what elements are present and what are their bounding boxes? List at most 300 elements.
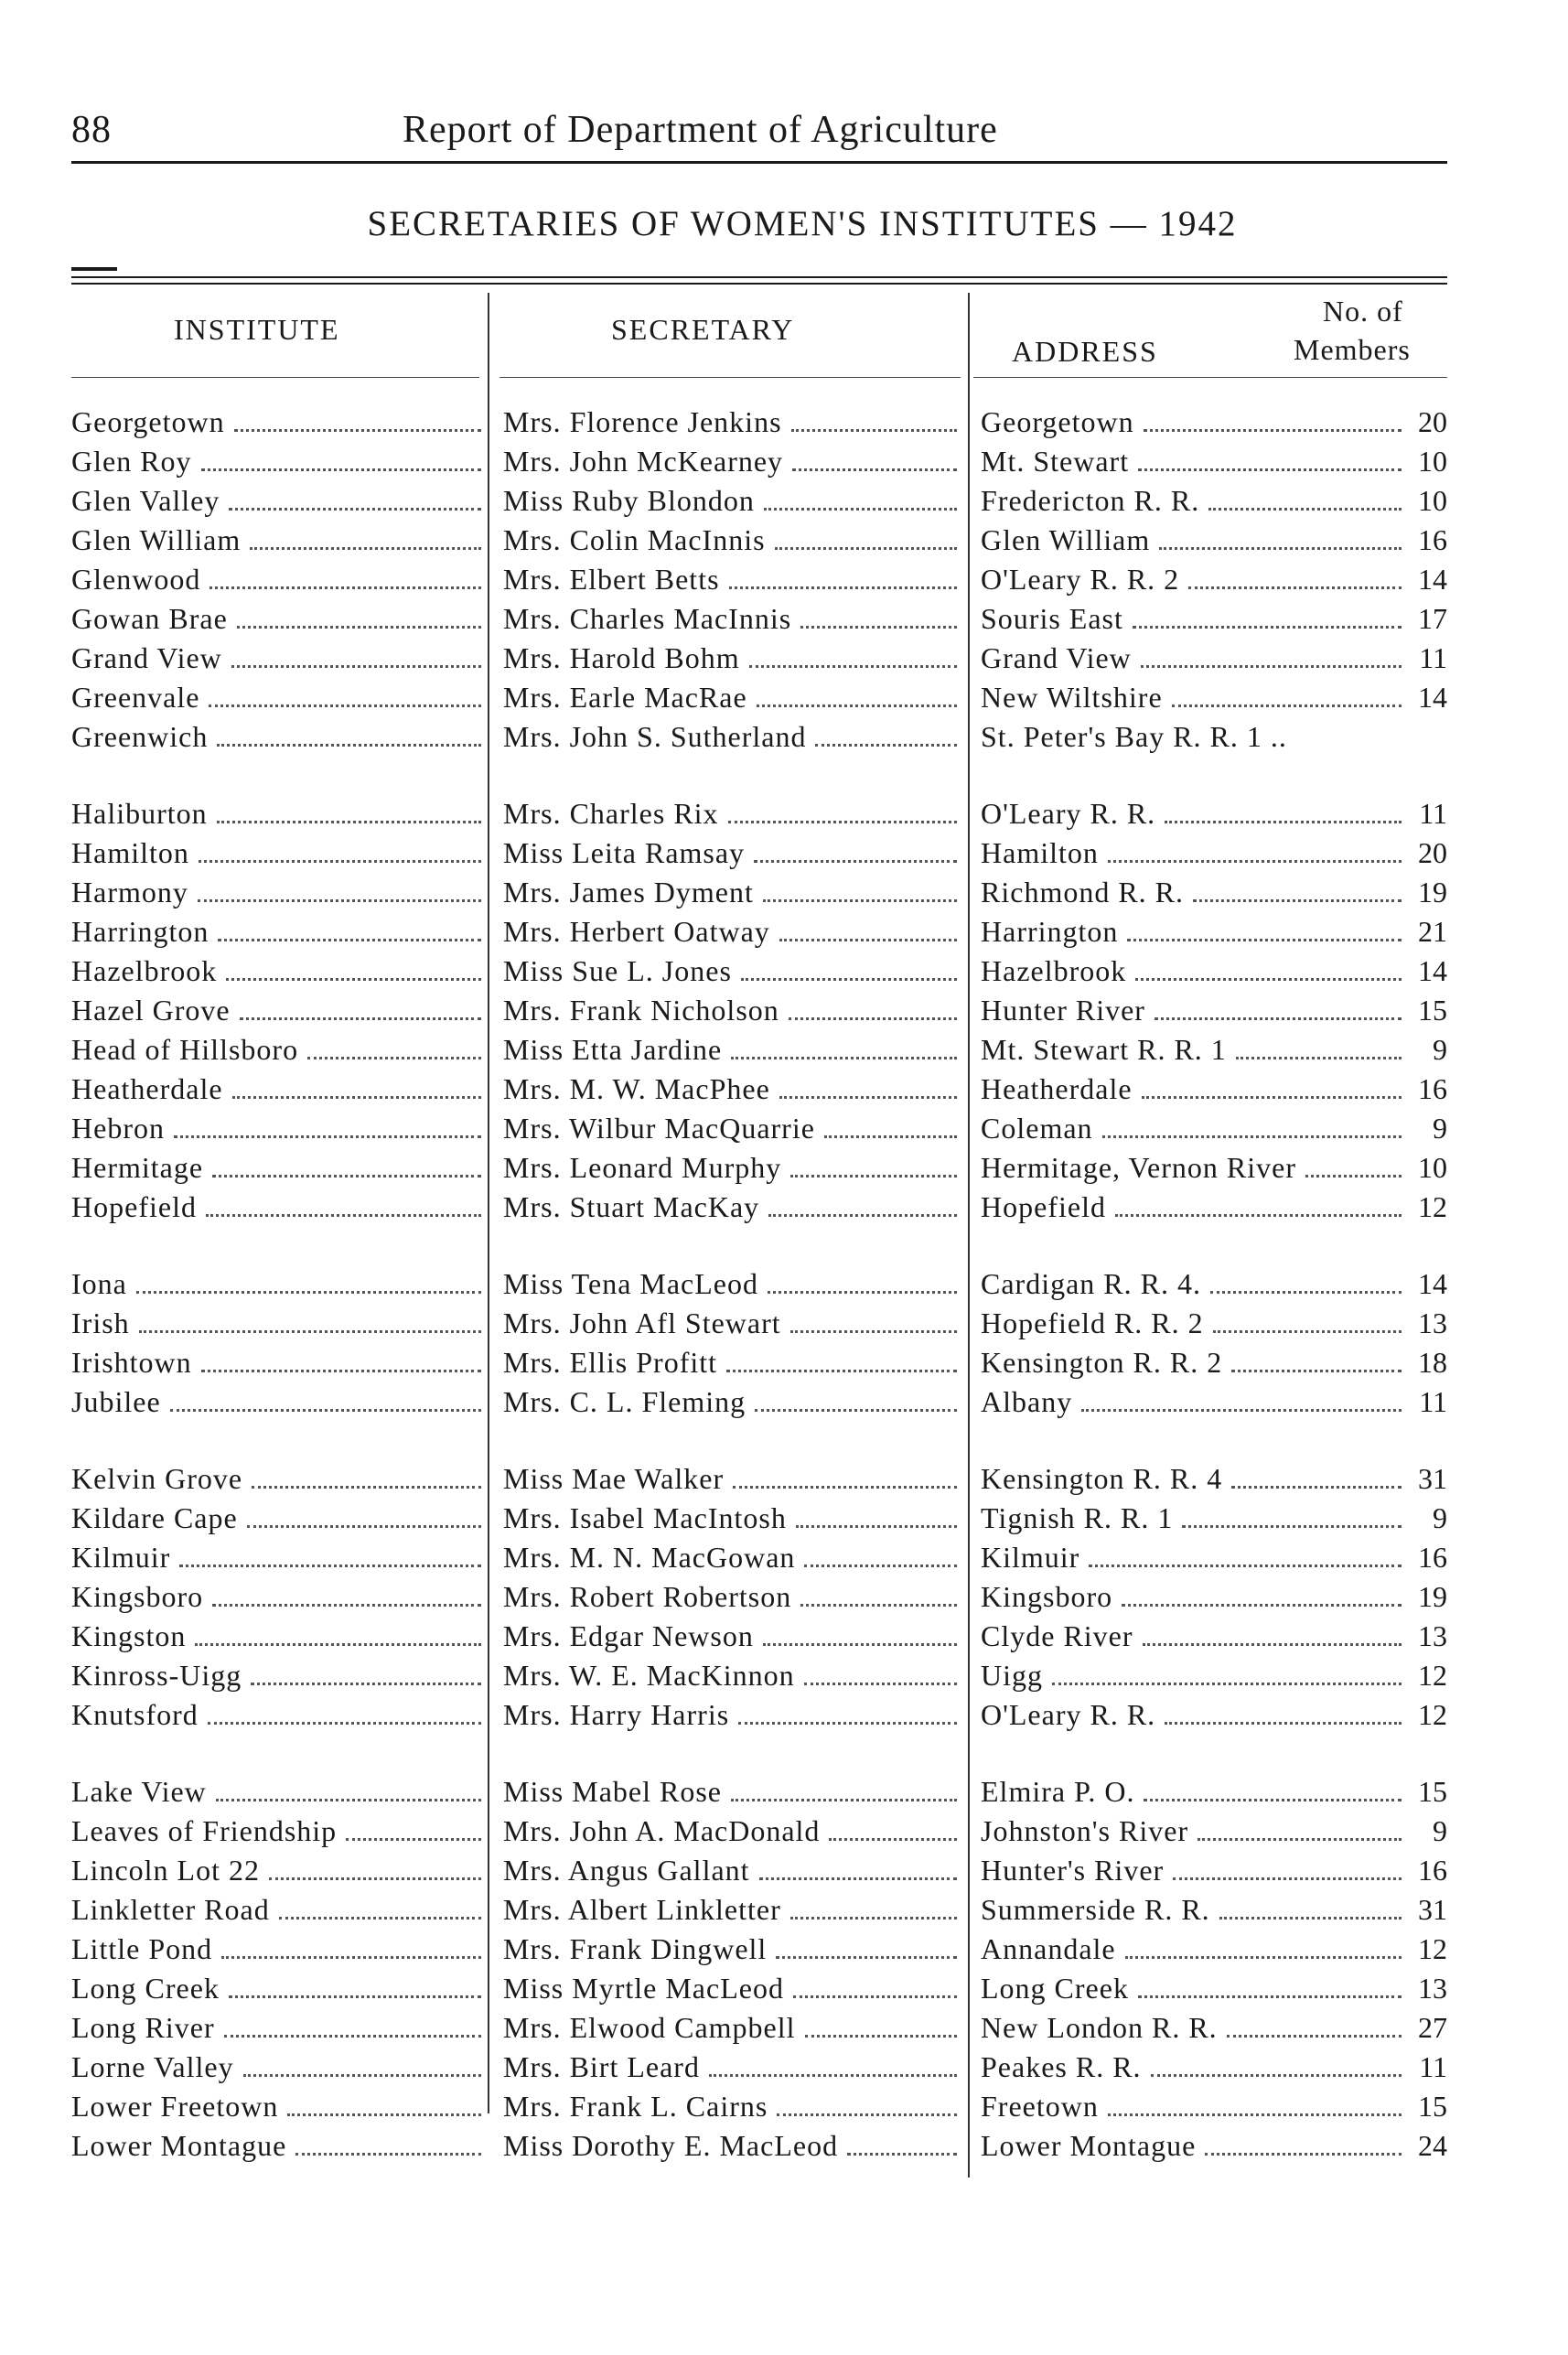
member-count: 9 <box>1433 1501 1447 1534</box>
leader-dots <box>1165 821 1402 823</box>
address-row <box>981 1382 1447 1422</box>
address-row <box>981 1812 1447 1851</box>
address-row <box>981 599 1447 639</box>
member-count: 14 <box>1418 681 1447 714</box>
secretary-group <box>503 403 961 757</box>
institute-row <box>71 1695 485 1735</box>
member-count: 19 <box>1418 1580 1447 1613</box>
secretary-name: Mrs. James Dyment <box>503 876 754 909</box>
page-title: SECRETARIES OF WOMEN'S INSTITUTES — 1942 <box>367 204 1238 243</box>
secretary-name: Mrs. Albert Linkletter <box>503 1893 781 1926</box>
leader-dots <box>269 1877 481 1880</box>
column-header-institute: INSTITUTE <box>174 313 340 346</box>
address-group <box>981 403 1447 757</box>
secretary-name: Miss Etta Jardine <box>503 1033 723 1066</box>
secretary-row <box>503 639 961 678</box>
address-text: Uigg <box>981 1659 1043 1692</box>
member-count: 12 <box>1418 1190 1447 1223</box>
leader-dots <box>764 508 957 511</box>
leader-dots <box>1188 586 1402 589</box>
secretary-group <box>503 1772 961 2166</box>
address-row <box>981 1030 1447 1070</box>
address-row <box>981 1148 1447 1188</box>
leader-dots <box>741 978 957 981</box>
institute-row <box>71 521 485 560</box>
secretary-name: Mrs. Elwood Campbell <box>503 2011 796 2044</box>
secretary-row <box>503 403 961 442</box>
secretary-name: Mrs. Angus Gallant <box>503 1854 750 1887</box>
secretary-row <box>503 2048 961 2087</box>
page-header <box>71 108 1447 161</box>
address-text: Long Creek <box>981 1972 1129 2005</box>
member-count: 11 <box>1419 641 1447 674</box>
institute-row <box>71 1030 485 1070</box>
leader-dots <box>793 1995 957 1998</box>
secretary-row <box>503 991 961 1030</box>
leader-dots <box>800 1604 957 1607</box>
leader-dots <box>792 468 957 471</box>
institute-name: Kilmuir <box>71 1541 171 1574</box>
address-text: Lower Montague <box>981 2129 1197 2162</box>
institute-name: Glenwood <box>71 563 201 596</box>
leader-dots <box>1231 1370 1402 1372</box>
secretary-name: Mrs. John A. MacDonald <box>503 1814 821 1847</box>
secretary-row <box>503 952 961 991</box>
secretary-group <box>503 1459 961 1735</box>
institute-row <box>71 1343 485 1382</box>
address-row <box>981 2087 1447 2126</box>
secretary-name: Mrs. Birt Leard <box>503 2050 700 2083</box>
institute-name: Iona <box>71 1267 127 1300</box>
member-count: 21 <box>1418 915 1447 948</box>
secretary-name: Mrs. W. E. MacKinnon <box>503 1659 795 1692</box>
institute-row <box>71 639 485 678</box>
table-top-rule-2 <box>71 283 1447 285</box>
leader-dots <box>790 1175 957 1178</box>
secretary-name: Mrs. Edgar Newson <box>503 1619 754 1652</box>
leader-dots <box>824 1135 957 1138</box>
secretary-row <box>503 1499 961 1538</box>
leader-dots <box>224 2035 481 2038</box>
leader-dots <box>1305 1175 1402 1178</box>
secretary-row <box>503 1930 961 1969</box>
leader-dots <box>250 547 481 550</box>
institute-row <box>71 1070 485 1109</box>
table-top-rule <box>71 276 1447 278</box>
member-count: 10 <box>1418 484 1447 517</box>
secretary-name: Mrs. Harold Bohm <box>503 641 740 674</box>
leader-dots <box>1102 1135 1402 1138</box>
member-count: 16 <box>1418 1854 1447 1887</box>
leader-dots <box>796 1525 957 1528</box>
leader-dots <box>1172 704 1402 707</box>
institute-name: Lorne Valley <box>71 2050 234 2083</box>
institute-name: Greenvale <box>71 681 200 714</box>
secretary-row <box>503 1304 961 1343</box>
secretary-row <box>503 1656 961 1695</box>
institute-row <box>71 442 485 481</box>
leader-dots <box>252 1486 481 1489</box>
secretary-row <box>503 1812 961 1851</box>
secretary-row <box>503 912 961 952</box>
member-count: 19 <box>1418 876 1447 909</box>
institute-name: Leaves of Friendship <box>71 1814 338 1847</box>
secretary-group <box>503 1264 961 1422</box>
secretary-name: Miss Mae Walker <box>503 1462 725 1495</box>
leader-dots <box>295 2153 481 2156</box>
institute-name: Gowan Brae <box>71 602 228 635</box>
secretary-row <box>503 1617 961 1656</box>
secretary-row <box>503 1343 961 1382</box>
leader-dots <box>729 586 957 589</box>
secretary-name: Miss Tena MacLeod <box>503 1267 758 1300</box>
column-divider-2 <box>968 293 970 2178</box>
institute-row <box>71 1382 485 1422</box>
leader-dots <box>346 1838 481 1841</box>
member-count: 16 <box>1418 1072 1447 1105</box>
leader-dots <box>1208 508 1402 511</box>
address-text: Georgetown <box>981 405 1134 438</box>
member-count: 10 <box>1418 445 1447 478</box>
leader-dots <box>221 1956 481 1959</box>
address-text: Mt. Stewart <box>981 445 1130 478</box>
address-row <box>981 717 1447 757</box>
address-text: Glen William <box>981 523 1151 556</box>
column-header-address: ADDRESS <box>1012 335 1158 368</box>
leader-dots <box>217 821 481 823</box>
address-group <box>981 1264 1447 1422</box>
institute-name: Jubilee <box>71 1385 161 1418</box>
member-count: 9 <box>1433 1112 1447 1145</box>
secretary-row <box>503 1382 961 1422</box>
leader-dots <box>1182 1525 1402 1528</box>
address-text: New London R. R. <box>981 2011 1218 2044</box>
leader-dots <box>1135 978 1402 981</box>
secretary-name: Miss Sue L. Jones <box>503 954 732 987</box>
address-row <box>981 403 1447 442</box>
secretary-name: Mrs. M. N. MacGowan <box>503 1541 796 1574</box>
institute-row <box>71 2048 485 2087</box>
secretary-row <box>503 1188 961 1227</box>
secretary-row <box>503 599 961 639</box>
leader-dots <box>139 1330 481 1333</box>
leader-dots <box>1173 1877 1402 1880</box>
secretary-row <box>503 873 961 912</box>
address-row <box>981 481 1447 521</box>
address-row <box>981 1656 1447 1695</box>
institute-row <box>71 678 485 717</box>
institute-row <box>71 560 485 599</box>
leader-dots <box>790 1917 957 1919</box>
member-count: 27 <box>1418 2011 1447 2044</box>
leader-dots <box>287 2113 481 2116</box>
secretary-row <box>503 1890 961 1930</box>
address-row <box>981 1772 1447 1812</box>
leader-dots <box>1115 1214 1402 1217</box>
address-row <box>981 1930 1447 1969</box>
secretary-name: Miss Ruby Blondon <box>503 484 755 517</box>
secretary-row <box>503 1538 961 1577</box>
secretary-name: Mrs. Ellis Profitt <box>503 1346 718 1379</box>
institute-row <box>71 833 485 873</box>
address-column <box>981 403 1447 2203</box>
address-text: St. Peter's Bay R. R. 1 .. <box>981 720 1287 753</box>
column-header-members-line1: No. of <box>1323 295 1403 328</box>
institute-row <box>71 1617 485 1656</box>
institute-row <box>71 599 485 639</box>
institute-name: Long Creek <box>71 1972 220 2005</box>
leader-dots <box>136 1291 481 1294</box>
secretary-row <box>503 1148 961 1188</box>
leader-dots <box>847 2153 957 2156</box>
institute-name: Georgetown <box>71 405 225 438</box>
institute-row <box>71 952 485 991</box>
institute-name: Kingsboro <box>71 1580 204 1613</box>
institute-name: Greenwich <box>71 720 209 753</box>
address-row <box>981 1851 1447 1890</box>
institute-row <box>71 1264 485 1304</box>
secretary-row <box>503 560 961 599</box>
leader-dots <box>1143 1643 1402 1646</box>
institute-name: Long River <box>71 2011 215 2044</box>
institute-name: Glen William <box>71 523 242 556</box>
address-text: Hazelbrook <box>981 954 1127 987</box>
secretary-name: Miss Dorothy E. MacLeod <box>503 2129 839 2162</box>
leader-dots <box>1125 1956 1402 1959</box>
secretary-name: Mrs. Isabel MacIntosh <box>503 1501 787 1534</box>
address-row <box>981 1109 1447 1148</box>
address-text: Peakes R. R. <box>981 2050 1142 2083</box>
member-count: 9 <box>1433 1033 1447 1066</box>
secretary-row <box>503 1030 961 1070</box>
member-count: 11 <box>1419 2050 1447 2083</box>
leader-dots <box>754 860 957 863</box>
leader-dots <box>709 2074 957 2077</box>
leader-dots <box>815 744 957 747</box>
address-text: Hermitage, Vernon River <box>981 1151 1296 1184</box>
leader-dots <box>170 1409 481 1412</box>
institute-name: Lower Freetown <box>71 2090 279 2123</box>
address-text: Albany <box>981 1385 1073 1418</box>
leader-dots <box>1151 2074 1402 2077</box>
page-number: 88 <box>71 109 112 151</box>
member-count: 17 <box>1418 602 1447 635</box>
leader-dots <box>804 1683 957 1685</box>
member-count: 16 <box>1418 1541 1447 1574</box>
secretary-row <box>503 1109 961 1148</box>
leader-dots <box>804 1565 957 1567</box>
address-row <box>981 952 1447 991</box>
address-row <box>981 794 1447 833</box>
address-text: Kilmuir <box>981 1541 1080 1574</box>
leader-dots <box>247 1525 481 1528</box>
leader-dots <box>768 1291 957 1294</box>
leader-dots <box>251 1683 481 1685</box>
institute-name: Irishtown <box>71 1346 192 1379</box>
leader-dots <box>209 586 481 589</box>
institute-name: Lincoln Lot 22 <box>71 1854 260 1887</box>
address-row <box>981 991 1447 1030</box>
column-divider-1 <box>488 293 489 2113</box>
institute-row <box>71 873 485 912</box>
address-text: Tignish R. R. 1 <box>981 1501 1174 1534</box>
secretary-name: Mrs. John Afl Stewart <box>503 1307 781 1339</box>
address-text: Annandale <box>981 1932 1116 1965</box>
address-row <box>981 2008 1447 2048</box>
leader-dots <box>218 939 481 941</box>
member-count: 15 <box>1418 994 1447 1027</box>
address-row <box>981 560 1447 599</box>
leader-dots <box>777 2113 957 2116</box>
leader-dots <box>212 1604 481 1607</box>
institute-row <box>71 1772 485 1812</box>
address-row <box>981 912 1447 952</box>
address-text: Hunter's River <box>981 1854 1165 1887</box>
institute-name: Hazel Grove <box>71 994 231 1027</box>
leader-dots <box>1052 1683 1402 1685</box>
secretary-group <box>503 794 961 1227</box>
secretary-name: Mrs. Wilbur MacQuarrie <box>503 1112 815 1145</box>
address-row <box>981 1577 1447 1617</box>
address-text: Coleman <box>981 1112 1093 1145</box>
member-count: 31 <box>1418 1893 1447 1926</box>
secretary-name: Mrs. Robert Robertson <box>503 1580 792 1613</box>
leader-dots <box>749 665 957 668</box>
leader-dots <box>1144 429 1402 432</box>
institute-row <box>71 1538 485 1577</box>
leader-dots <box>217 744 481 747</box>
header-underline-secretary <box>499 377 961 378</box>
address-text: Cardigan R. R. 4. <box>981 1267 1201 1300</box>
address-group <box>981 1772 1447 2166</box>
leader-dots <box>232 1096 481 1099</box>
leader-dots <box>790 1330 957 1333</box>
leader-dots <box>1081 1409 1402 1412</box>
address-row <box>981 639 1447 678</box>
address-text: O'Leary R. R. 2 <box>981 563 1180 596</box>
leader-dots <box>174 1135 481 1138</box>
running-title: Report of Department of Agriculture <box>403 109 998 151</box>
member-count: 31 <box>1418 1462 1447 1495</box>
institute-row <box>71 1109 485 1148</box>
institute-name: Knutsford <box>71 1698 199 1731</box>
institute-row <box>71 1969 485 2008</box>
address-text: Hamilton <box>981 836 1099 869</box>
leader-dots <box>1205 2153 1402 2156</box>
address-text: Richmond R. R. <box>981 876 1185 909</box>
leader-dots <box>733 1486 957 1489</box>
leader-dots <box>195 1643 481 1646</box>
leader-dots <box>279 1917 481 1919</box>
institute-row <box>71 1499 485 1538</box>
institute-name: Hopefield <box>71 1190 197 1223</box>
leader-dots <box>1108 860 1402 863</box>
address-row <box>981 442 1447 481</box>
institute-name: Kinross-Uigg <box>71 1659 242 1692</box>
institute-row <box>71 717 485 757</box>
address-row <box>981 873 1447 912</box>
member-count: 13 <box>1418 1972 1447 2005</box>
secretary-name: Mrs. Frank L. Cairns <box>503 2090 768 2123</box>
address-group <box>981 794 1447 1227</box>
leader-dots <box>738 1722 957 1725</box>
institute-row <box>71 1304 485 1343</box>
institute-name: Head of Hillsboro <box>71 1033 299 1066</box>
institute-row <box>71 1188 485 1227</box>
leader-dots <box>206 1214 481 1217</box>
member-count: 9 <box>1433 1814 1447 1847</box>
secretary-row <box>503 2087 961 2126</box>
secretary-name: Mrs. Charles Rix <box>503 797 719 830</box>
leader-dots <box>768 1214 957 1217</box>
secretary-row <box>503 1695 961 1735</box>
address-row <box>981 1264 1447 1304</box>
secretary-name: Miss Mabel Rose <box>503 1775 722 1808</box>
header-rule <box>71 161 1447 164</box>
institute-group <box>71 1772 485 2166</box>
address-text: Elmira P. O. <box>981 1775 1135 1808</box>
institute-row <box>71 2126 485 2166</box>
address-text: New Wiltshire <box>981 681 1163 714</box>
secretary-row <box>503 1577 961 1617</box>
member-count: 12 <box>1418 1932 1447 1965</box>
member-count: 14 <box>1418 563 1447 596</box>
leader-dots <box>1144 1799 1402 1801</box>
leader-dots <box>1141 665 1402 668</box>
institute-name: Kildare Cape <box>71 1501 238 1534</box>
address-row <box>981 1188 1447 1227</box>
secretary-name: Mrs. Florence Jenkins <box>503 405 782 438</box>
address-text: Freetown <box>981 2090 1099 2123</box>
leader-dots <box>1197 1838 1402 1841</box>
member-count: 13 <box>1418 1619 1447 1652</box>
institute-row <box>71 991 485 1030</box>
address-row <box>981 2048 1447 2087</box>
institute-row <box>71 403 485 442</box>
dash-mark <box>71 267 117 271</box>
secretary-row <box>503 1264 961 1304</box>
secretary-name: Miss Leita Ramsay <box>503 836 746 869</box>
address-text: Kensington R. R. 4 <box>981 1462 1223 1495</box>
address-row <box>981 1070 1447 1109</box>
member-count: 20 <box>1418 405 1447 438</box>
institute-name: Hazelbrook <box>71 954 218 987</box>
address-text: Mt. Stewart R. R. 1 <box>981 1033 1227 1066</box>
leader-dots <box>776 1956 957 1959</box>
secretary-name: Mrs. Leonard Murphy <box>503 1151 782 1184</box>
address-row <box>981 1969 1447 2008</box>
member-count: 15 <box>1418 2090 1447 2123</box>
address-text: Fredericton R. R. <box>981 484 1200 517</box>
column-header-members-line2: Members <box>1294 333 1411 366</box>
secretary-name: Mrs. Harry Harris <box>503 1698 730 1731</box>
leader-dots <box>1165 1722 1402 1725</box>
leader-dots <box>759 1877 957 1880</box>
address-text: Souris East <box>981 602 1123 635</box>
member-count: 12 <box>1418 1698 1447 1731</box>
secretary-name: Mrs. Herbert Oatway <box>503 915 770 948</box>
address-text: Clyde River <box>981 1619 1133 1652</box>
secretary-row <box>503 1070 961 1109</box>
leader-dots <box>1219 1917 1402 1919</box>
leader-dots <box>829 1838 957 1841</box>
institute-name: Harmony <box>71 876 188 909</box>
institute-name: Little Pond <box>71 1932 213 1965</box>
leader-dots <box>805 2035 957 2038</box>
member-count: 24 <box>1418 2129 1447 2162</box>
secretary-name: Mrs. Frank Nicholson <box>503 994 779 1027</box>
leader-dots <box>201 1370 481 1372</box>
